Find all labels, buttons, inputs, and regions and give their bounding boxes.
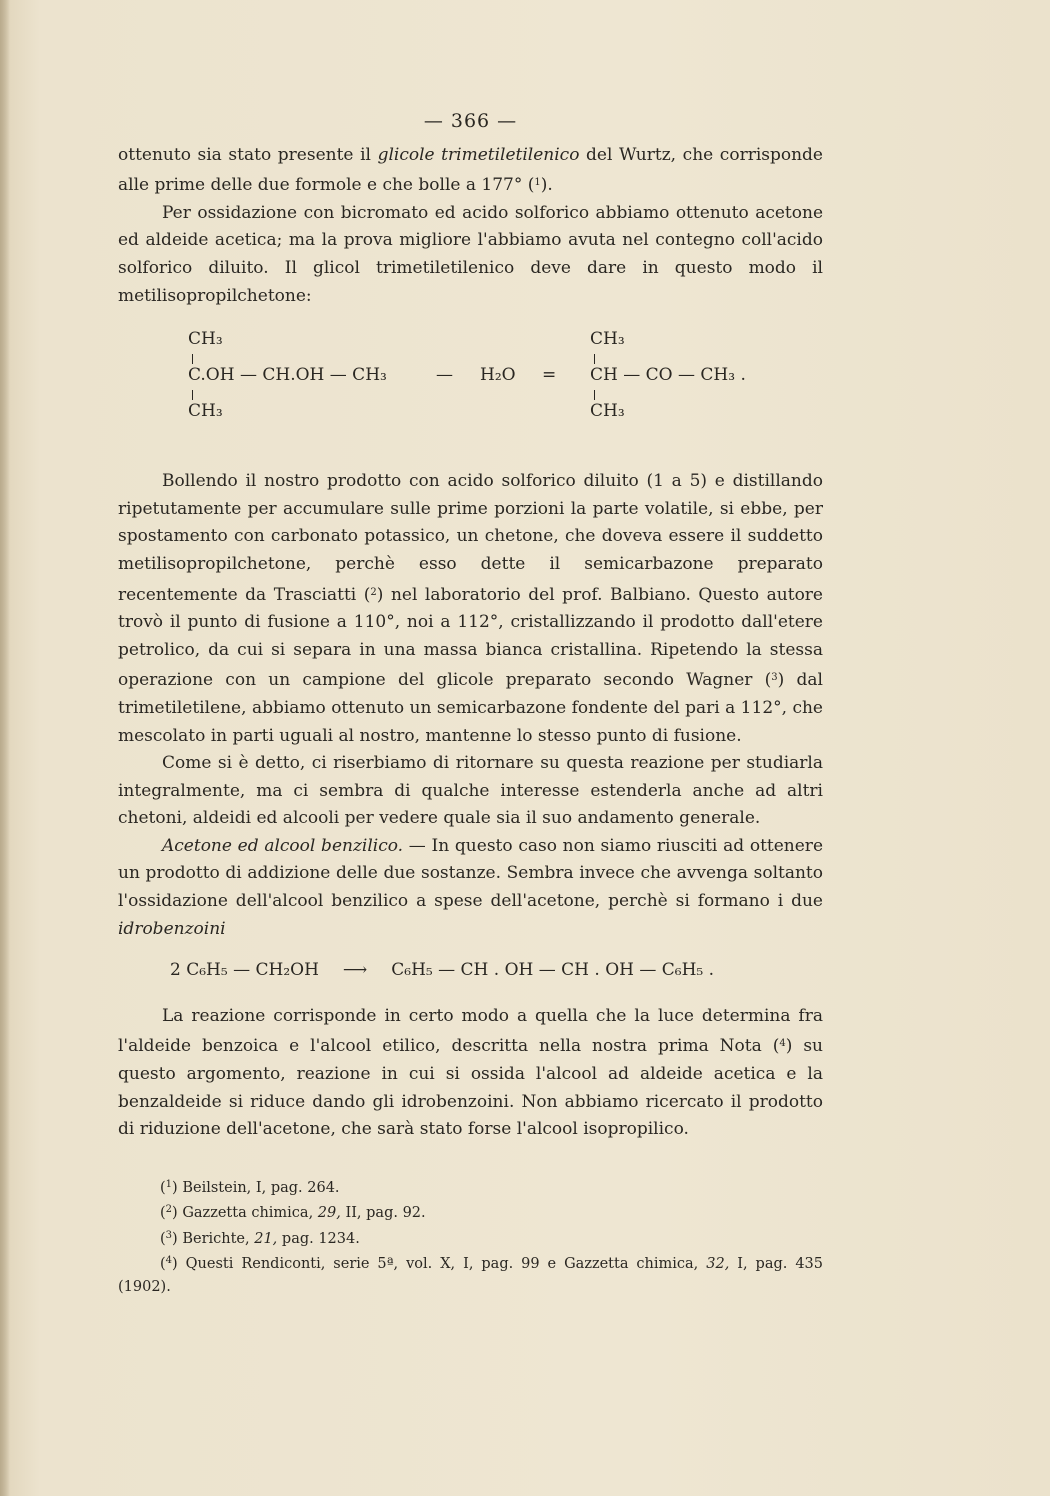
paragraph-6-text-b: ) su questo argomento, reazione in cui si ossida l'alcool ad aldeide acetica e la benzaldeide si riduce dando gli idrobenzoini. Non abbiamo ricercato il prodotto di riduzione dell'acetone, che sarà stato forse l'alcool isopropilico. <box>118 1036 823 1140</box>
formula-ch3-bottom-right: CH₃ <box>590 401 625 422</box>
footnote-1: ($^1$) Beilstein, I, pag. 264. <box>160 1178 340 1196</box>
formula-benzyl-reaction <box>170 957 823 985</box>
formula-minus: — <box>436 365 453 386</box>
paragraph-1-text-b: del Wurtz, che corrisponde alle prime delle due formole e che bolle a 177° ( <box>118 144 823 196</box>
paragraph-1-italic: glicole trimetiletilenico <box>377 144 580 165</box>
footnotes <box>118 1174 823 1299</box>
paragraph-4: Come si è detto, ci riserbiamo di ritornare su questa reazione per studiarla integralmente, ma ci sembra di qualche interesse estenderla anche ad altri chetoni, aldeidi ed alcooli per vedere quale sia il suo andamento generale. <box>118 753 823 829</box>
formula2-right: C₆H₅ — CH . OH — CH . OH — C₆H₅ . <box>391 960 715 981</box>
footnote-ref-4: 4 <box>779 1038 786 1050</box>
formula-ch3-bottom-left: CH₃ <box>188 401 223 422</box>
formula-water: H₂O <box>480 365 516 386</box>
formula2-left: 2 C₆H₅ — CH₂OH <box>170 960 319 981</box>
footnote-1-text: Beilstein, I, pag. 264. <box>177 1179 340 1196</box>
footnote-2-text-a: Gazzetta chimica, <box>177 1205 318 1222</box>
paragraph-1 <box>118 142 823 200</box>
paragraph-3 <box>118 468 823 750</box>
formula-glicol-reaction <box>118 318 823 442</box>
paragraph-1-text-a: ottenuto sia stato presente il <box>118 144 378 165</box>
footnote-3-text-a: Berichte, <box>177 1230 255 1247</box>
footnote-2-text-b: II, pag. 92. <box>340 1205 426 1222</box>
footnote-ref-2: 2 <box>370 586 377 598</box>
page-number: — 366 — <box>423 110 518 132</box>
footnote-2-volume: 29, <box>317 1205 341 1222</box>
formula-ch3-top-right: CH₃ <box>590 329 625 350</box>
footnote-2: ($^2$) Gazzetta chimica, 29, II, pag. 92. <box>160 1204 426 1222</box>
footnote-3-text-b: pag. 1234. <box>277 1230 360 1247</box>
formula-ch3-top-left: CH₃ <box>188 329 223 350</box>
paragraph-5-italic-idrobenzoini: idrobenzoini <box>118 918 226 939</box>
formula-equals: = <box>542 365 557 386</box>
footnote-ref-1: 1 <box>534 177 541 189</box>
section-heading-acetone-benzyl: Acetone ed alcool benzilico. <box>162 835 404 856</box>
paragraph-5 <box>118 833 823 943</box>
formula-left-main: C.OH — CH.OH — CH₃ <box>188 365 387 386</box>
paragraph-6 <box>118 1003 823 1144</box>
footnote-ref-3: 3 <box>771 672 778 684</box>
footnote-2-mark: 2 <box>165 1204 173 1216</box>
paragraph-3-text-c: ) dal trimetiletilene, abbiamo ottenuto un semicarbazone fondente del pari a 112°, che mescolato in parti uguali al nostro, mantenne lo stesso punto di fusione. <box>118 670 823 746</box>
footnote-4-text-b: I, pag. 435 (1902). <box>118 1256 823 1295</box>
paragraph-2: Per ossidazione con bicromato ed acido solforico abbiamo ottenuto acetone ed aldeide acetica; ma la prova migliore l'abbiamo avuta nel contegno coll'acido solforico diluito. Il glicol trimetiletilenico deve dare in questo modo il metilisopropilchetone: <box>118 202 823 306</box>
paragraph-3-text-b: ) nel laboratorio del prof. Balbiano. Questo autore trovò il punto di fusione a 110°, noi a 112°, cristallizzando il prodotto dall'etere petrolico, da cui si separa in una massa bianca cristallina. Ripetendo la stessa operazione con un campione del glicole preparato secondo Wagner ( <box>118 584 823 691</box>
footnote-4-mark: 4 <box>165 1255 173 1267</box>
page-edge-shadow <box>0 0 10 1496</box>
formula2-arrow: ⟶ <box>342 960 368 981</box>
paragraph-1-text-c: ). <box>540 175 553 196</box>
paragraph-6-text-a: La reazione corrisponde in certo modo a quella che la luce determina fra l'aldeide benzoica e l'alcool etilico, descritta nella nostra prima Nota ( <box>118 1005 823 1057</box>
page-content <box>118 108 823 1298</box>
footnote-4-text-a: Questi Rendiconti, serie 5ª, vol. X, I, pag. 99 e Gazzetta chimica, <box>177 1256 707 1273</box>
footnote-3-volume: 21, <box>254 1230 278 1247</box>
footnote-1-mark: 1 <box>165 1178 173 1190</box>
formula-right-main: CH — CO — CH₃ . <box>590 365 746 386</box>
paragraph-5-text-a: — In questo caso non siamo riusciti ad ottenere un prodotto di addizione delle due sostanze. Sembra invece che avvenga soltanto l'ossidazione dell'alcool benzilico a spese dell'acetone, perchè si formano i due <box>118 835 823 912</box>
paragraph-3-text-a: Bollendo il nostro prodotto con acido solforico diluito (1 a 5) e distillando ripetutamente per accumulare sulle prime porzioni la parte volatile, si ebbe, per spostamento con carbonato potassico, un chetone, che doveva essere il suddetto metilisopropilchetone, perchè esso dette il semicarbazone preparato recentemente da Trasciatti ( <box>118 471 823 605</box>
footnote-3-mark: 3 <box>165 1229 173 1241</box>
footnote-4-volume: 32, <box>706 1256 730 1273</box>
footnote-4: ($^4$) Questi Rendiconti, serie 5ª, vol. X, I, pag. 99 e Gazzetta chimica, 32, I, pag. 435 (1902). <box>118 1255 823 1295</box>
footnote-3: ($^3$) Berichte, 21, pag. 1234. <box>160 1229 360 1247</box>
